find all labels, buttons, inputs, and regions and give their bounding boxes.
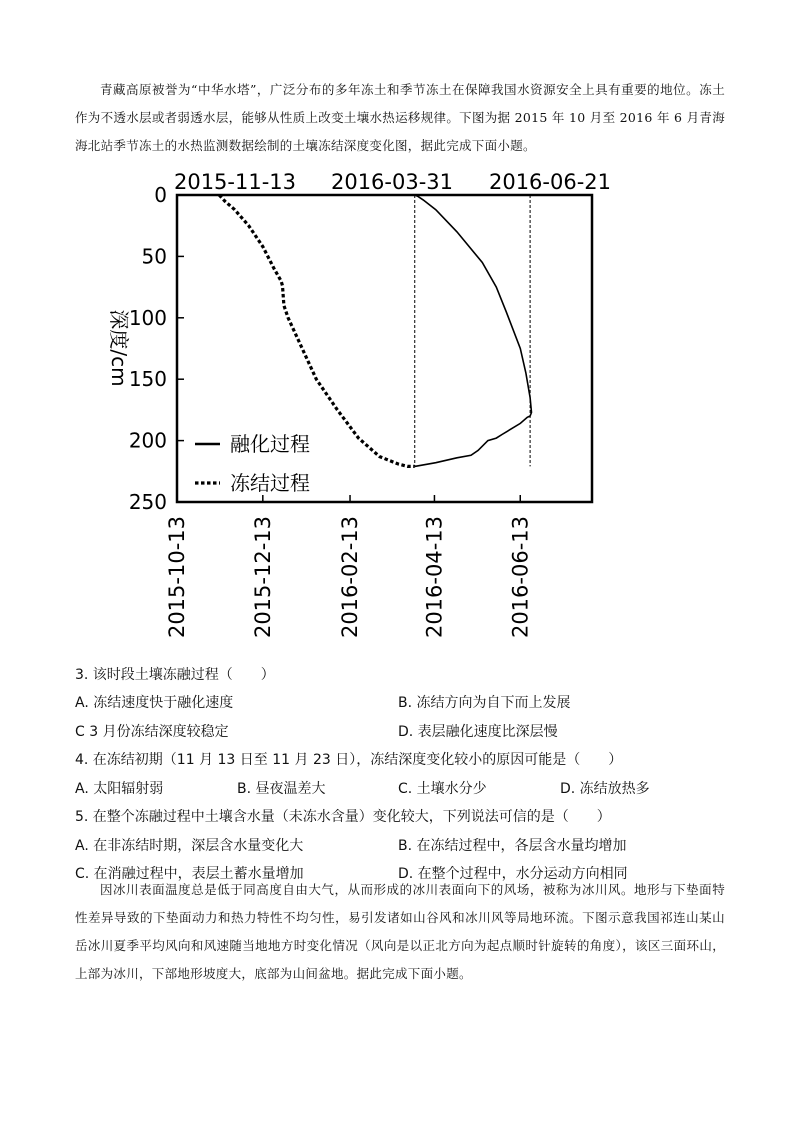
x-axis xyxy=(165,495,532,638)
question-3-option-c[interactable]: C 3 月份冻结深度较稳定 xyxy=(75,724,229,740)
question-3-option-d[interactable]: D. 表层融化速度比深层慢 xyxy=(398,724,558,740)
melt-process-line xyxy=(415,195,532,466)
intro-paragraph-1 xyxy=(75,76,725,160)
question-5-option-c[interactable]: C. 在消融过程中，表层土蓄水量增加 xyxy=(75,866,304,882)
question-4-option-a[interactable]: A. 太阳辐射弱 xyxy=(75,781,164,797)
question-5-option-d[interactable]: D. 在整个过程中，水分运动方向相同 xyxy=(398,866,628,882)
x-tick-label: 2015-10-13 xyxy=(165,516,189,639)
top-date-label: 2015-11-13 xyxy=(173,170,297,194)
y-tick-label: 250 xyxy=(128,490,167,514)
question-4-option-b[interactable]: B. 昼夜温差大 xyxy=(237,781,326,797)
intro-text-1: 青藏高原被誉为“中华水塔”，广泛分布的多年冻土和季节冻土在保障我国水资源安全上具有重要的地位。冻土作为不透水层或者弱透水层，能够从性质上改变土壤水热运移规律。下图为据 2015 年 10 月至 2016 年 6 月青海海北站季节冻土的水热监测数据绘制的土壤冻结深度变化图，据此完成下面小题。 xyxy=(75,82,725,153)
question-5-stem: 5. 在整个冻融过程中土壤含水量（未冻水含量）变化较大，下列说法可信的是（ ） xyxy=(75,809,611,825)
freeze-process-line xyxy=(219,195,415,466)
question-3-stem: 3. 该时段土壤冻融过程（ ） xyxy=(75,667,275,683)
intro-text-2: 因冰川表面温度总是低于同高度自由大气，从而形成的冰川表面向下的风场，被称为冰川风。地形与下垫面特性差异导致的下垫面动力和热力特性不均匀性，易引发诸如山谷风和冰川风等局地环流。下图示意我国祁连山某山岳冰川夏季平均风向和风速随当地地方时变化情况（风向是以正北方向为起点顺时针旋转的角度），该区三面环山，上部为冰川，下部地形坡度大，底部为山间盆地。据此完成下面小题。 xyxy=(75,882,725,981)
legend xyxy=(195,432,310,495)
top-date-label: 2016-06-21 xyxy=(488,170,612,194)
question-3-option-b[interactable]: B. 冻结方向为自下而上发展 xyxy=(398,695,571,711)
question-3-option-a[interactable]: A. 冻结速度快于融化速度 xyxy=(75,695,234,711)
legend-label-melt: 融化过程 xyxy=(230,432,310,456)
y-tick-label: 150 xyxy=(128,367,167,392)
x-tick-label: 2016-06-13 xyxy=(508,516,533,639)
question-4-stem: 4. 在冻结初期（11 月 13 日至 11 月 23 日），冻结深度变化较小的原因可能是（ ） xyxy=(75,752,623,768)
freeze-depth-chart xyxy=(80,165,640,655)
y-tick-label: 50 xyxy=(141,244,167,269)
y-tick-label: 0 xyxy=(154,183,167,207)
y-tick-label: 200 xyxy=(128,428,167,453)
y-axis xyxy=(129,183,184,514)
question-5-option-b[interactable]: B. 在冻结过程中，各层含水量均增加 xyxy=(398,838,627,854)
y-axis-label: 深度/cm xyxy=(107,309,131,387)
question-4-option-d[interactable]: D. 冻结放热多 xyxy=(560,781,650,797)
question-5-option-a[interactable]: A. 在非冻结时期，深层含水量变化大 xyxy=(75,838,304,854)
question-4-option-c[interactable]: C. 土壤水分少 xyxy=(398,781,487,797)
x-tick-label: 2016-04-13 xyxy=(422,516,447,639)
y-tick-label: 100 xyxy=(128,305,167,330)
x-tick-label: 2015-12-13 xyxy=(250,516,275,639)
x-tick-label: 2016-02-13 xyxy=(338,516,363,639)
legend-label-freeze: 冻结过程 xyxy=(230,471,310,495)
top-date-label: 2016-03-31 xyxy=(330,170,454,194)
top-date-labels xyxy=(174,170,611,194)
intro-paragraph-2 xyxy=(75,876,725,988)
